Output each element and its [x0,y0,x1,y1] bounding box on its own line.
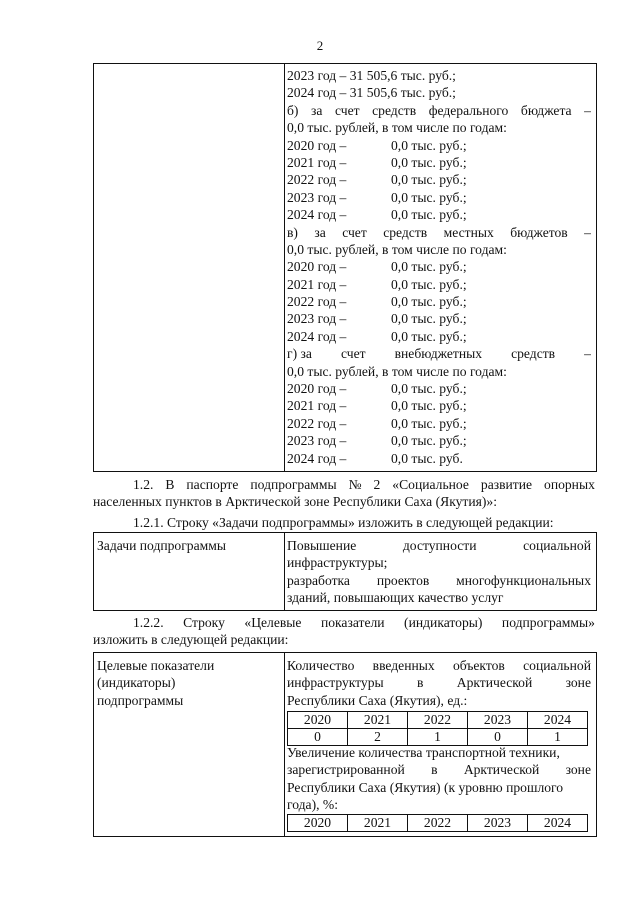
word: федерального [428,102,509,118]
year-amount-line [287,450,591,467]
label-line: подпрограммы [97,692,184,708]
table-divider [284,653,285,836]
year-amount-line [287,293,591,310]
year-label: 2023 год – [287,189,347,205]
table-divider [284,64,285,471]
word: за [314,224,326,240]
year-cell: 2023 [468,815,528,832]
year-label: 2024 год – [287,207,347,223]
word: 1.2. [133,477,154,492]
amount-value: 0,0 тыс. руб.; [391,294,467,310]
word: за [311,102,323,118]
tasks-table [93,532,597,611]
year-amount-line [287,380,591,397]
year-label: 2022 год – [287,172,347,188]
financing-table [93,63,597,472]
value-cell: 1 [408,729,468,746]
text-line [287,657,591,674]
text-line: Республики Саха (Якутия), ед.: [287,692,468,708]
text-line: 0,0 тыс. рублей, в том числе по годам: [287,241,507,257]
word: инфраструктуры [287,675,384,691]
word: в) [287,224,298,240]
year-amount-line [287,432,591,449]
year-amount-line [287,258,591,275]
word: средств [372,102,417,118]
word: средств [511,346,556,362]
label-line: Целевые показатели [97,658,215,673]
text-line: года), %: [287,797,339,813]
text-line: Республики Саха (Якутия) (к уровню прошлого [287,779,564,795]
year-amount-line [287,171,591,188]
year-row [288,712,588,729]
year-amount-line [287,415,591,432]
paragraph-1-2-1 [133,514,595,531]
indicator-1-table [287,711,588,746]
word: социальной [523,658,591,673]
text-line: 0,0 тыс. рублей, в том числе по годам: [287,363,507,379]
amount-value: 0,0 тыс. руб.; [391,154,467,170]
word: Арктической [456,675,533,691]
word: подпрограммы [250,477,337,492]
word: подпрограммы» [501,615,595,630]
word: – [584,224,591,240]
year-amount-line [287,310,591,327]
year-label: 2022 год – [287,415,347,431]
value-cell: 0 [288,729,348,746]
text-line: 0,0 тыс. рублей, в том числе по годам: [287,120,507,136]
year-row [288,815,588,832]
value-cell: 0 [468,729,528,746]
word: многофункциональных [456,572,591,588]
amount-value: 0,0 тыс. руб.; [391,381,467,397]
word: бюджетов [510,224,568,240]
word: опорных [544,477,595,492]
value-row [288,729,588,746]
amount-value: 0,0 тыс. руб.; [391,137,467,153]
year-amount-line [287,137,591,154]
year-amount-line [287,397,591,414]
word: Строку [183,615,225,630]
year-amount-line [287,154,591,171]
text-line: 2024 год – 31 505,6 тыс. руб.; [287,85,456,101]
amount-value: 0,0 тыс. руб.; [391,398,467,414]
year-amount-line [287,328,591,345]
indicators-label [97,657,281,709]
year-amount-line [287,206,591,223]
word: в [417,675,424,691]
word: Повышение [287,538,357,553]
word: Арктической [463,762,540,778]
text-line [287,345,591,362]
amount-value: 0,0 тыс. руб.; [391,328,467,344]
word: разработка [287,572,350,588]
word: социальной [523,538,591,553]
word: развитие [480,477,533,492]
word: счет [342,224,367,240]
paragraph-line [93,476,595,493]
word: местных [443,224,494,240]
year-cell: 2020 [288,815,348,832]
text-line [287,674,591,691]
year-cell: 2024 [528,815,588,832]
financing-cell [287,67,591,467]
amount-value: 0,0 тыс. руб. [391,450,463,466]
paragraph-line [93,614,595,631]
word: объектов [452,658,505,673]
amount-value: 0,0 тыс. руб.; [391,433,467,449]
year-cell: 2020 [288,712,348,729]
year-label: 2020 год – [287,381,347,397]
word: – [584,346,591,362]
word: г) за [287,346,312,362]
word: бюджета [520,102,572,118]
paragraph-line: 1.2.1. Строку «Задачи подпрограммы» изложить в следующей редакции: [133,515,554,530]
text-line [287,224,591,241]
tasks-label-text: Задачи подпрограммы [97,538,226,553]
text-line [287,761,591,778]
word: внебюджетных [394,346,483,362]
year-label: 2021 год – [287,154,347,170]
word: счет [334,102,360,118]
word: счет [340,346,366,362]
amount-value: 0,0 тыс. руб.; [391,311,467,327]
year-label: 2021 год – [287,276,347,292]
tasks-cell [287,537,591,607]
year-cell: 2021 [348,712,408,729]
word: (индикаторы) [404,615,483,630]
word: В [165,477,175,492]
text-line [287,102,591,119]
word: средств [383,224,428,240]
word: доступности [402,538,477,553]
year-label: 2023 год – [287,433,347,449]
paragraph-line: изложить в следующей редакции: [93,632,289,648]
word: б) [287,102,299,118]
year-cell: 2022 [408,815,468,832]
label-line: (индикаторы) [97,675,176,691]
word: проектов [376,572,430,588]
word: показатели [320,615,385,630]
value-cell: 1 [528,729,588,746]
year-amount-line [287,276,591,293]
word: Количество [287,658,355,673]
word: зоне [565,675,591,691]
amount-value: 0,0 тыс. руб.; [391,207,467,223]
value-cell: 2 [348,729,408,746]
year-cell: 2024 [528,712,588,729]
indicator-2-table [287,814,588,832]
amount-value: 0,0 тыс. руб.; [391,415,467,431]
page-number: 2 [316,38,324,53]
year-cell: 2021 [348,815,408,832]
amount-value: 0,0 тыс. руб.; [391,172,467,188]
table-divider [284,533,285,610]
word: 1.2.2. [133,615,164,630]
year-label: 2020 год – [287,137,347,153]
amount-value: 0,0 тыс. руб.; [391,259,467,275]
indicator-1-text [287,657,591,709]
year-amount-line [287,189,591,206]
text-line [287,572,591,589]
word: № [348,477,362,492]
year-cell: 2023 [468,712,528,729]
amount-value: 0,0 тыс. руб.; [391,276,467,292]
amount-value: 0,0 тыс. руб.; [391,189,467,205]
indicator-2-text [287,744,591,814]
word: в [431,762,438,778]
word: зоне [565,762,591,778]
word: паспорте [186,477,239,492]
word: введенных [372,658,435,673]
text-line: 2023 год – 31 505,6 тыс. руб.; [287,68,456,83]
year-label: 2024 год – [287,450,347,466]
word: зарегистрированной [287,762,405,778]
text-line: инфраструктуры; [287,555,388,571]
indicators-table [93,652,597,837]
word: – [584,102,591,118]
year-label: 2021 год – [287,398,347,414]
text-line [287,537,591,554]
word: «Социальное [392,477,469,492]
year-label: 2022 год – [287,294,347,310]
year-label: 2024 год – [287,328,347,344]
year-cell: 2022 [408,712,468,729]
word: «Целевые [244,615,302,630]
year-label: 2023 год – [287,311,347,327]
text-line: зданий, повышающих качество услуг [287,590,504,606]
word: 2 [373,477,381,492]
text-line: Увеличение количества транспортной техники, [287,745,560,760]
paragraph-line: населенных пунктов в Арктической зоне Республики Саха (Якутия)»: [93,494,497,510]
paragraph-1-2 [93,476,595,511]
year-label: 2020 год – [287,259,347,275]
paragraph-1-2-2 [93,614,595,649]
tasks-label [97,537,281,554]
